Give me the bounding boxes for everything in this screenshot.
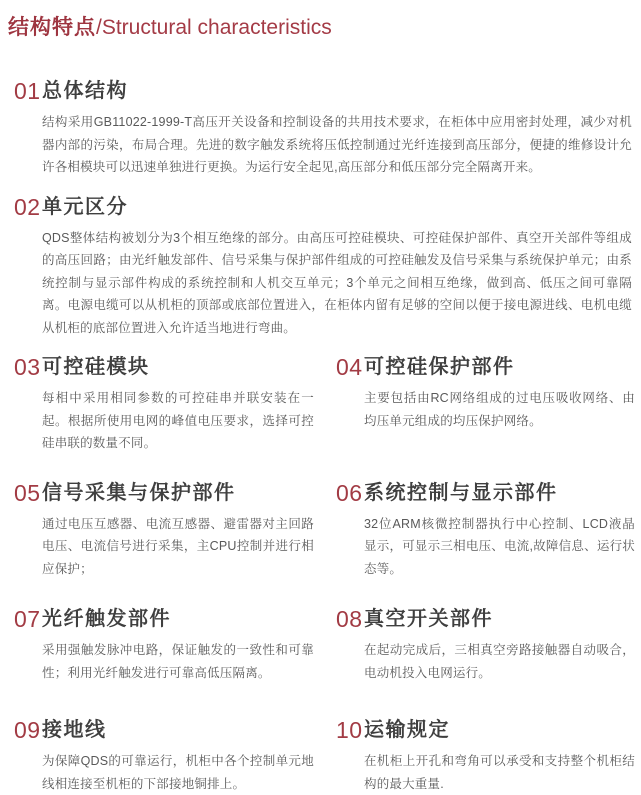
- section-body: 在起动完成后，三相真空旁路接触器自动吸合，电动机投入电网运行。: [364, 643, 635, 680]
- section-content: [364, 481, 635, 581]
- section-row: [14, 607, 635, 684]
- section-signal-acquisition: [14, 481, 336, 581]
- section-heading: 可控硅保护部件: [364, 356, 515, 378]
- section-heading: 可控硅模块: [42, 356, 150, 378]
- section-content: [364, 607, 635, 684]
- section-body: 采用强触发脉冲电路，保证触发的一致性和可靠性；利用光纤触发进行可靠高低压隔离。: [42, 643, 314, 680]
- section-number: 04: [336, 354, 363, 380]
- section-thyristor-protection: [336, 355, 635, 455]
- section-content: [42, 195, 635, 340]
- section-heading: 信号采集与保护部件: [42, 481, 236, 504]
- page-title-english: /Structural characteristics: [96, 16, 332, 39]
- section-thyristor-module: [14, 355, 336, 455]
- section-heading: 真空开关部件: [364, 608, 493, 630]
- section-fiber-trigger: [14, 607, 336, 684]
- section-content: [42, 355, 336, 455]
- section-body: 每相中采用相同参数的可控硅串并联安装在一起。根据所使用电网的峰值电压要求，选择可控硅串联的数量不同。: [42, 391, 314, 450]
- section-heading: 总体结构: [42, 80, 128, 102]
- section-content: [364, 718, 635, 795]
- section-number: 01: [14, 78, 41, 104]
- section-heading: 单元区分: [42, 195, 128, 218]
- section-number: 09: [14, 717, 41, 743]
- section-number: 03: [14, 354, 41, 380]
- section-body: 为保障QDS的可靠运行，机柜中各个控制单元地线相连接至机柜的下部接地铜排上。: [42, 754, 314, 791]
- section-body: 32位ARM核微控制器执行中心控制、LCD液晶显示，可显示三相电压、电流,故障信息、运行状态等。: [364, 516, 635, 576]
- section-row: [14, 481, 635, 581]
- section-system-control-display: [336, 481, 635, 581]
- section-body: QDS整体结构被划分为3个相互绝缘的部分。由高压可控硅模块、可控硅保护部件、真空开关部件等组成的高压回路；由光纤触发部件、信号采集与保护部件组成的可控硅触发及信号采集与系统保护单元；由系统控制与显示部件构成的系统控制和人机交互单元；3个单元之间相互绝缘，做到高、低压之间可靠隔离。电源电缆可以从机柜的顶部或底部位置进入，在柜体内留有足够的空间以便于接电源进线、电机电缆从机柜的底部位置进入允许适当地进行弯曲。: [42, 230, 632, 335]
- section-row: [14, 355, 635, 455]
- section-content: [42, 718, 336, 795]
- section-row: [14, 718, 635, 795]
- section-heading: 系统控制与显示部件: [364, 481, 558, 504]
- section-body: 在机柜上开孔和弯角可以承受和支持整个机柜结构的最大重量.: [364, 754, 635, 791]
- page-title-chinese: 结构特点: [8, 16, 96, 39]
- section-number: 05: [14, 479, 41, 506]
- section-content: [42, 607, 336, 684]
- section-body: 主要包括由RC网络组成的过电压吸收网络、由均压单元组成的均压保护网络。: [364, 391, 635, 428]
- section-vacuum-switch: [336, 607, 635, 684]
- section-ground-wire: [14, 718, 336, 795]
- section-number: 10: [336, 717, 363, 743]
- section-number: 07: [14, 606, 41, 632]
- section-heading: 光纤触发部件: [42, 608, 171, 630]
- section-unit-division: [14, 195, 635, 340]
- section-number: 08: [336, 606, 363, 632]
- section-number: 02: [14, 193, 41, 220]
- section-heading: 运输规定: [364, 719, 450, 741]
- section-heading: 接地线: [42, 719, 107, 741]
- section-content: [42, 79, 635, 179]
- section-body: 结构采用GB11022-1999-T高压开关设备和控制设备的共用技术要求，在柜体中应用密封处理，减少对机器内部的污染，布局合理。先进的数字触发系统将压低控制通过光纤连接到高压部分，便捷的维修设计允许各相模块可以迅速单独进行更换。为运行安全起见,高压部分和低压部分完全隔离开来。: [42, 115, 632, 174]
- section-body: 通过电压互感器、电流互感器、避雷器对主回路电压、电流信号进行采集，主CPU控制并进行相应保护；: [42, 516, 314, 576]
- section-number: 06: [336, 479, 363, 506]
- section-content: [364, 355, 635, 432]
- section-content: [42, 481, 336, 581]
- page-title: [8, 10, 635, 41]
- section-overall-structure: [14, 79, 635, 179]
- section-transport-regulation: [336, 718, 635, 795]
